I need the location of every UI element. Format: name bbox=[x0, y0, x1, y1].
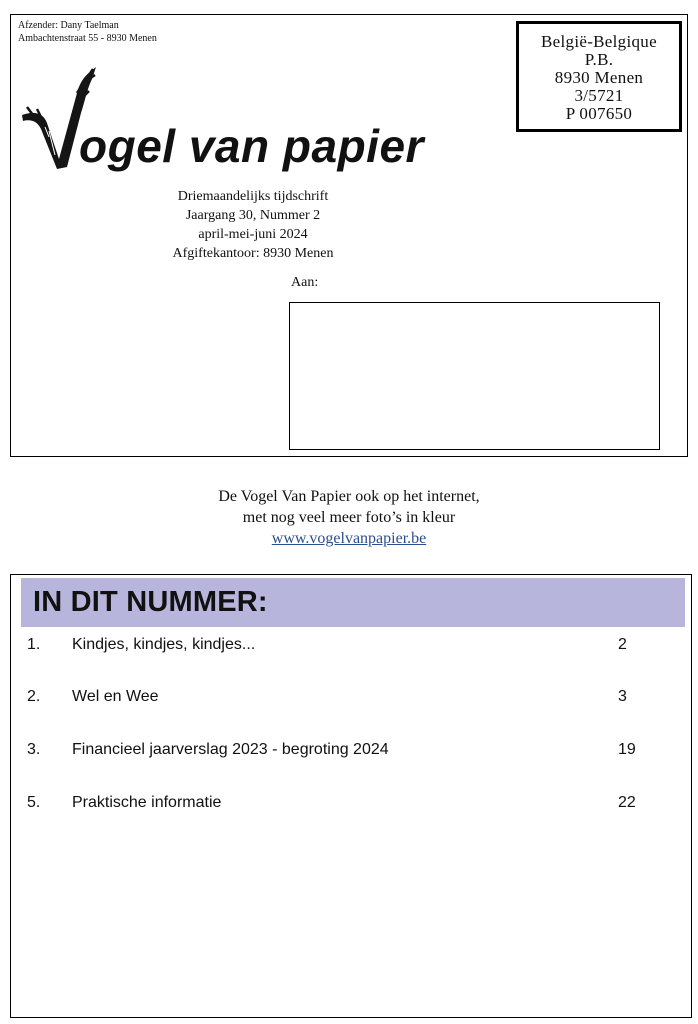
magazine-office: Afgiftekantoor: 8930 Menen bbox=[172, 246, 334, 261]
toc-title: Praktische informatie bbox=[72, 794, 222, 811]
recipient-label: Aan: bbox=[291, 275, 319, 290]
contents-title: IN DIT NUMMER: bbox=[33, 586, 268, 618]
toc-number: 1. bbox=[27, 636, 41, 653]
website-note-line2: met nog veel meer foto’s in kleur bbox=[242, 509, 456, 526]
magazine-volume: Jaargang 30, Nummer 2 bbox=[185, 208, 321, 223]
magazine-frequency: Driemaandelijks tijdschrift bbox=[177, 189, 329, 204]
postage-city: 8930 Menen bbox=[554, 68, 644, 87]
sender-street: Ambachtenstraat 55 - 8930 Menen bbox=[18, 33, 157, 44]
postage-number: 3/5721 bbox=[574, 86, 624, 105]
toc-page: 19 bbox=[618, 741, 636, 758]
postage-pb: P.B. bbox=[584, 50, 614, 69]
postage-paid-box bbox=[516, 21, 682, 132]
toc-page: 3 bbox=[618, 688, 627, 705]
sender-address bbox=[18, 19, 157, 45]
magazine-logo bbox=[19, 65, 439, 185]
toc-title: Wel en Wee bbox=[72, 688, 159, 705]
toc-row bbox=[11, 741, 691, 765]
postage-country: België-Belgique bbox=[541, 32, 657, 51]
toc-number: 3. bbox=[27, 741, 41, 758]
toc-page: 2 bbox=[618, 636, 627, 653]
toc-page: 22 bbox=[618, 794, 636, 811]
toc-row bbox=[11, 794, 691, 818]
toc-title: Kindjes, kindjes, kindjes... bbox=[72, 636, 256, 653]
toc-row bbox=[11, 688, 691, 712]
website-link[interactable]: www.vogelvanpapier.be bbox=[271, 530, 427, 547]
toc-number: 2. bbox=[27, 688, 41, 705]
toc-number: 5. bbox=[27, 794, 41, 811]
toc-title: Financieel jaarverslag 2023 - begroting 2024 bbox=[72, 741, 389, 758]
logo-wordmark: ogel van papier bbox=[79, 120, 424, 172]
recipient-address-box bbox=[289, 302, 660, 450]
sender-name: Afzender: Dany Taelman bbox=[18, 20, 119, 31]
contents-header bbox=[21, 578, 685, 627]
website-note-line1: De Vogel Van Papier ook op het internet, bbox=[218, 488, 480, 505]
mailing-panel bbox=[10, 14, 688, 457]
magazine-info bbox=[148, 187, 358, 263]
toc-row bbox=[11, 636, 691, 660]
website-note bbox=[0, 486, 698, 549]
table-of-contents bbox=[10, 574, 692, 1018]
magazine-period: april-mei-juni 2024 bbox=[198, 227, 308, 242]
postage-permit: P 007650 bbox=[565, 104, 633, 123]
